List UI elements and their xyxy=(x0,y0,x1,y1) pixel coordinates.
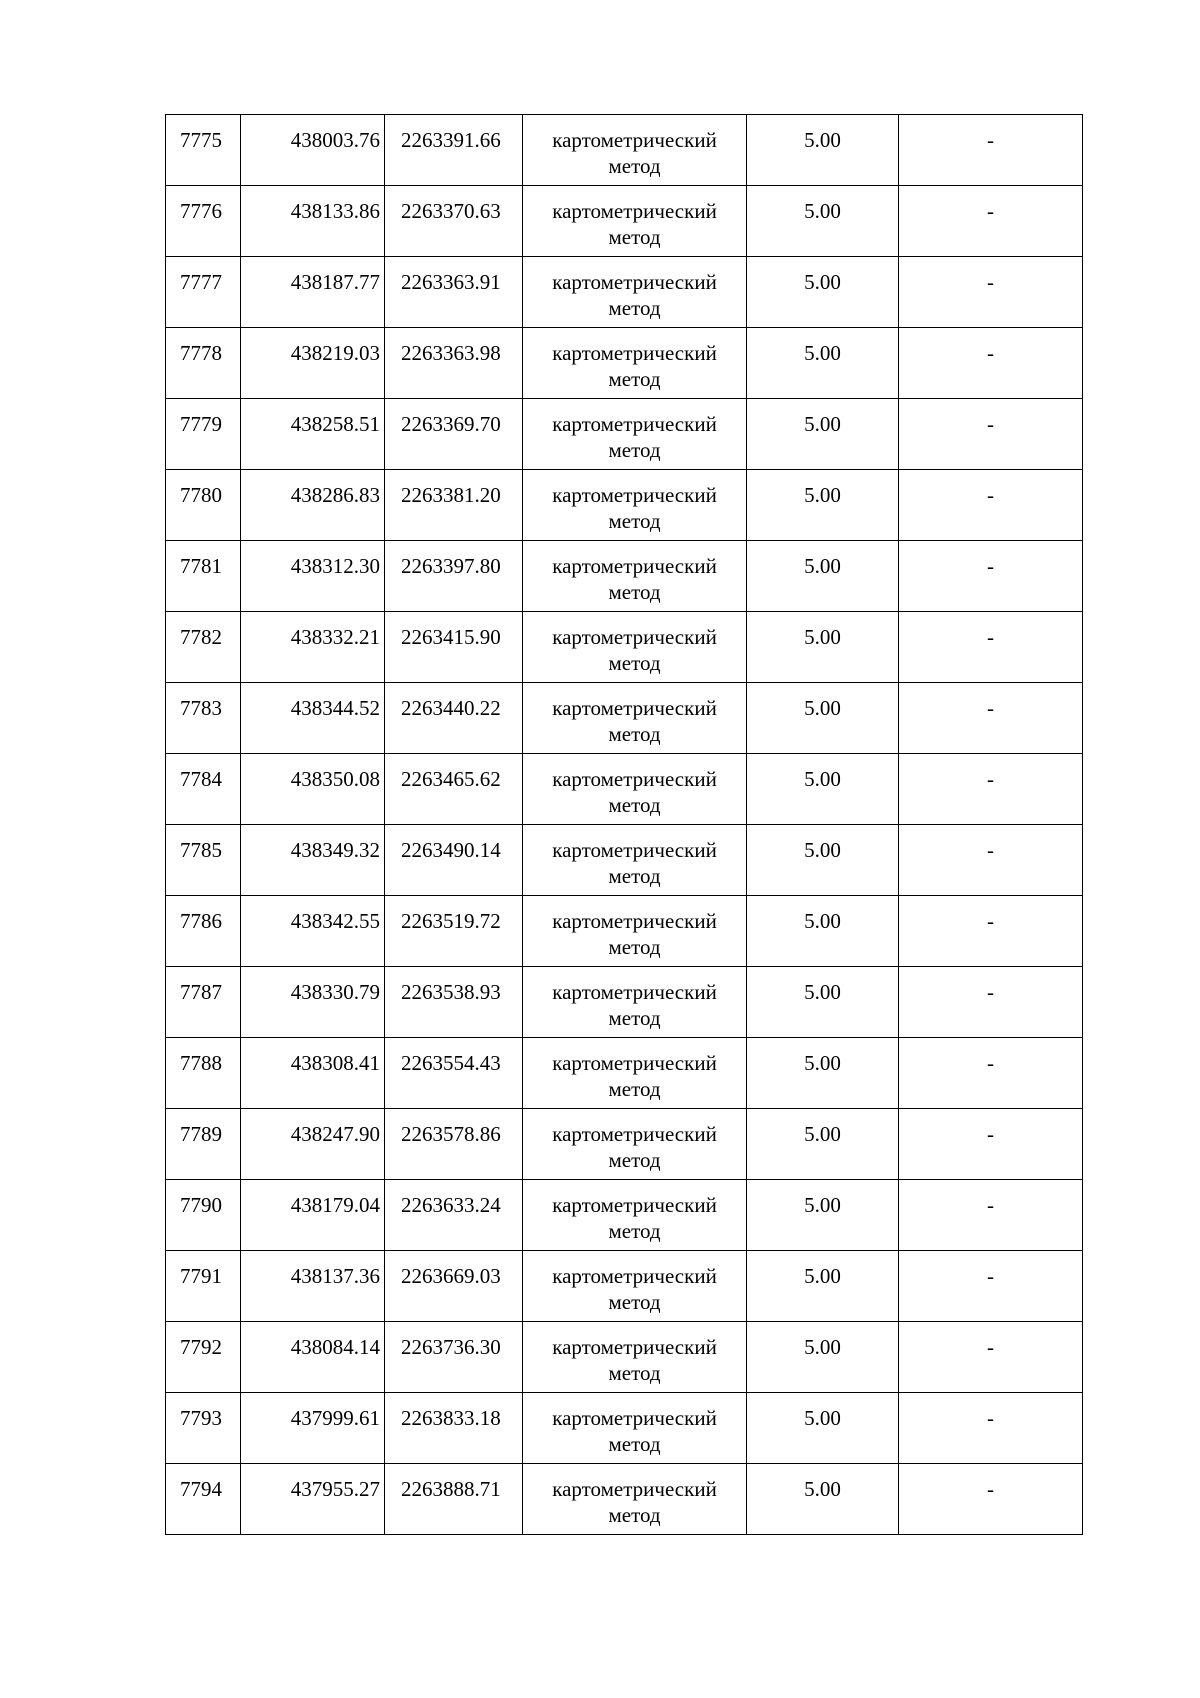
y-coordinate-cell: 2263669.03 xyxy=(385,1251,523,1322)
accuracy-cell: 5.00 xyxy=(747,115,899,186)
method-line-1: картометрический xyxy=(552,128,717,152)
y-coordinate-cell: 2263370.63 xyxy=(385,186,523,257)
description-cell: - xyxy=(899,825,1083,896)
y-coordinate-cell: 2263391.66 xyxy=(385,115,523,186)
y-coordinate-cell: 2263363.91 xyxy=(385,257,523,328)
description-cell: - xyxy=(899,1464,1083,1535)
accuracy-cell: 5.00 xyxy=(747,1322,899,1393)
table-row xyxy=(166,967,1083,1038)
accuracy-cell: 5.00 xyxy=(747,754,899,825)
point-number-cell: 7780 xyxy=(166,470,241,541)
table-row xyxy=(166,1180,1083,1251)
accuracy-cell: 5.00 xyxy=(747,1393,899,1464)
y-coordinate-cell: 2263381.20 xyxy=(385,470,523,541)
x-coordinate-cell: 438137.36 xyxy=(241,1251,385,1322)
table-row xyxy=(166,257,1083,328)
x-coordinate-cell: 438247.90 xyxy=(241,1109,385,1180)
description-cell: - xyxy=(899,470,1083,541)
method-line-2: метод xyxy=(608,651,661,675)
method-line-2: метод xyxy=(608,1361,661,1385)
point-number-cell: 7782 xyxy=(166,612,241,683)
method-cell xyxy=(523,1322,747,1393)
point-number-cell: 7775 xyxy=(166,115,241,186)
method-cell xyxy=(523,967,747,1038)
method-line-1: картометрический xyxy=(552,1264,717,1288)
table-row xyxy=(166,825,1083,896)
method-line-1: картометрический xyxy=(552,1406,717,1430)
point-number-cell: 7791 xyxy=(166,1251,241,1322)
method-line-1: картометрический xyxy=(552,625,717,649)
x-coordinate-cell: 438187.77 xyxy=(241,257,385,328)
table-row xyxy=(166,754,1083,825)
x-coordinate-cell: 438312.30 xyxy=(241,541,385,612)
point-number-cell: 7785 xyxy=(166,825,241,896)
method-line-1: картометрический xyxy=(552,341,717,365)
point-number-cell: 7793 xyxy=(166,1393,241,1464)
accuracy-cell: 5.00 xyxy=(747,612,899,683)
point-number-cell: 7783 xyxy=(166,683,241,754)
accuracy-cell: 5.00 xyxy=(747,328,899,399)
coordinates-table-body xyxy=(166,115,1083,1535)
y-coordinate-cell: 2263736.30 xyxy=(385,1322,523,1393)
method-line-1: картометрический xyxy=(552,1477,717,1501)
point-number-cell: 7787 xyxy=(166,967,241,1038)
description-cell: - xyxy=(899,683,1083,754)
x-coordinate-cell: 438084.14 xyxy=(241,1322,385,1393)
x-coordinate-cell: 438308.41 xyxy=(241,1038,385,1109)
method-line-2: метод xyxy=(608,1503,661,1527)
method-line-1: картометрический xyxy=(552,1122,717,1146)
y-coordinate-cell: 2263397.80 xyxy=(385,541,523,612)
table-row xyxy=(166,328,1083,399)
method-line-1: картометрический xyxy=(552,554,717,578)
method-line-1: картометрический xyxy=(552,909,717,933)
x-coordinate-cell: 438286.83 xyxy=(241,470,385,541)
method-line-1: картометрический xyxy=(552,980,717,1004)
accuracy-cell: 5.00 xyxy=(747,683,899,754)
method-cell xyxy=(523,115,747,186)
table-row xyxy=(166,470,1083,541)
table-row xyxy=(166,1393,1083,1464)
point-number-cell: 7781 xyxy=(166,541,241,612)
description-cell: - xyxy=(899,754,1083,825)
method-line-1: картометрический xyxy=(552,838,717,862)
method-cell xyxy=(523,754,747,825)
method-cell xyxy=(523,257,747,328)
method-cell xyxy=(523,328,747,399)
point-number-cell: 7788 xyxy=(166,1038,241,1109)
x-coordinate-cell: 438219.03 xyxy=(241,328,385,399)
y-coordinate-cell: 2263415.90 xyxy=(385,612,523,683)
accuracy-cell: 5.00 xyxy=(747,1180,899,1251)
point-number-cell: 7790 xyxy=(166,1180,241,1251)
y-coordinate-cell: 2263440.22 xyxy=(385,683,523,754)
table-row xyxy=(166,399,1083,470)
x-coordinate-cell: 438179.04 xyxy=(241,1180,385,1251)
description-cell: - xyxy=(899,967,1083,1038)
y-coordinate-cell: 2263538.93 xyxy=(385,967,523,1038)
x-coordinate-cell: 438344.52 xyxy=(241,683,385,754)
method-line-2: метод xyxy=(608,367,661,391)
point-number-cell: 7784 xyxy=(166,754,241,825)
method-cell xyxy=(523,541,747,612)
method-cell xyxy=(523,612,747,683)
y-coordinate-cell: 2263519.72 xyxy=(385,896,523,967)
method-line-2: метод xyxy=(608,864,661,888)
y-coordinate-cell: 2263363.98 xyxy=(385,328,523,399)
table-row xyxy=(166,683,1083,754)
method-line-1: картометрический xyxy=(552,767,717,791)
y-coordinate-cell: 2263490.14 xyxy=(385,825,523,896)
method-line-2: метод xyxy=(608,935,661,959)
description-cell: - xyxy=(899,399,1083,470)
description-cell: - xyxy=(899,1251,1083,1322)
method-line-1: картометрический xyxy=(552,1051,717,1075)
accuracy-cell: 5.00 xyxy=(747,1038,899,1109)
coordinates-table xyxy=(165,114,1083,1535)
y-coordinate-cell: 2263633.24 xyxy=(385,1180,523,1251)
method-cell xyxy=(523,1251,747,1322)
description-cell: - xyxy=(899,896,1083,967)
accuracy-cell: 5.00 xyxy=(747,541,899,612)
method-line-2: метод xyxy=(608,1148,661,1172)
method-cell xyxy=(523,1109,747,1180)
y-coordinate-cell: 2263833.18 xyxy=(385,1393,523,1464)
method-line-1: картометрический xyxy=(552,1193,717,1217)
method-line-1: картометрический xyxy=(552,1335,717,1359)
method-line-2: метод xyxy=(608,1219,661,1243)
table-row xyxy=(166,1251,1083,1322)
accuracy-cell: 5.00 xyxy=(747,825,899,896)
method-line-2: метод xyxy=(608,1290,661,1314)
x-coordinate-cell: 438133.86 xyxy=(241,186,385,257)
y-coordinate-cell: 2263554.43 xyxy=(385,1038,523,1109)
point-number-cell: 7792 xyxy=(166,1322,241,1393)
point-number-cell: 7786 xyxy=(166,896,241,967)
method-line-2: метод xyxy=(608,225,661,249)
description-cell: - xyxy=(899,1322,1083,1393)
description-cell: - xyxy=(899,1109,1083,1180)
description-cell: - xyxy=(899,257,1083,328)
point-number-cell: 7789 xyxy=(166,1109,241,1180)
table-row xyxy=(166,1464,1083,1535)
y-coordinate-cell: 2263369.70 xyxy=(385,399,523,470)
table-row xyxy=(166,1322,1083,1393)
method-cell xyxy=(523,470,747,541)
accuracy-cell: 5.00 xyxy=(747,470,899,541)
method-cell xyxy=(523,1464,747,1535)
description-cell: - xyxy=(899,1038,1083,1109)
x-coordinate-cell: 438330.79 xyxy=(241,967,385,1038)
x-coordinate-cell: 438003.76 xyxy=(241,115,385,186)
point-number-cell: 7776 xyxy=(166,186,241,257)
table-row xyxy=(166,115,1083,186)
accuracy-cell: 5.00 xyxy=(747,186,899,257)
description-cell: - xyxy=(899,328,1083,399)
accuracy-cell: 5.00 xyxy=(747,1464,899,1535)
description-cell: - xyxy=(899,612,1083,683)
table-row xyxy=(166,1038,1083,1109)
accuracy-cell: 5.00 xyxy=(747,1109,899,1180)
method-cell xyxy=(523,1180,747,1251)
point-number-cell: 7779 xyxy=(166,399,241,470)
method-line-2: метод xyxy=(608,1006,661,1030)
x-coordinate-cell: 437955.27 xyxy=(241,1464,385,1535)
method-line-2: метод xyxy=(608,296,661,320)
table-row xyxy=(166,896,1083,967)
y-coordinate-cell: 2263465.62 xyxy=(385,754,523,825)
method-cell xyxy=(523,186,747,257)
method-cell xyxy=(523,896,747,967)
method-line-1: картометрический xyxy=(552,412,717,436)
table-row xyxy=(166,186,1083,257)
description-cell: - xyxy=(899,1180,1083,1251)
description-cell: - xyxy=(899,541,1083,612)
y-coordinate-cell: 2263888.71 xyxy=(385,1464,523,1535)
accuracy-cell: 5.00 xyxy=(747,399,899,470)
x-coordinate-cell: 438342.55 xyxy=(241,896,385,967)
x-coordinate-cell: 437999.61 xyxy=(241,1393,385,1464)
method-cell xyxy=(523,825,747,896)
accuracy-cell: 5.00 xyxy=(747,967,899,1038)
x-coordinate-cell: 438349.32 xyxy=(241,825,385,896)
method-cell xyxy=(523,399,747,470)
description-cell: - xyxy=(899,115,1083,186)
method-line-2: метод xyxy=(608,793,661,817)
method-line-1: картометрический xyxy=(552,483,717,507)
method-line-2: метод xyxy=(608,509,661,533)
x-coordinate-cell: 438258.51 xyxy=(241,399,385,470)
point-number-cell: 7777 xyxy=(166,257,241,328)
method-line-2: метод xyxy=(608,154,661,178)
method-line-2: метод xyxy=(608,1077,661,1101)
x-coordinate-cell: 438332.21 xyxy=(241,612,385,683)
y-coordinate-cell: 2263578.86 xyxy=(385,1109,523,1180)
method-line-2: метод xyxy=(608,722,661,746)
method-cell xyxy=(523,1038,747,1109)
method-cell xyxy=(523,1393,747,1464)
point-number-cell: 7794 xyxy=(166,1464,241,1535)
table-row xyxy=(166,612,1083,683)
table-row xyxy=(166,541,1083,612)
method-line-2: метод xyxy=(608,580,661,604)
accuracy-cell: 5.00 xyxy=(747,1251,899,1322)
x-coordinate-cell: 438350.08 xyxy=(241,754,385,825)
description-cell: - xyxy=(899,1393,1083,1464)
method-cell xyxy=(523,683,747,754)
point-number-cell: 7778 xyxy=(166,328,241,399)
table-row xyxy=(166,1109,1083,1180)
accuracy-cell: 5.00 xyxy=(747,896,899,967)
method-line-1: картометрический xyxy=(552,199,717,223)
method-line-2: метод xyxy=(608,438,661,462)
accuracy-cell: 5.00 xyxy=(747,257,899,328)
description-cell: - xyxy=(899,186,1083,257)
method-line-1: картометрический xyxy=(552,270,717,294)
method-line-1: картометрический xyxy=(552,696,717,720)
method-line-2: метод xyxy=(608,1432,661,1456)
